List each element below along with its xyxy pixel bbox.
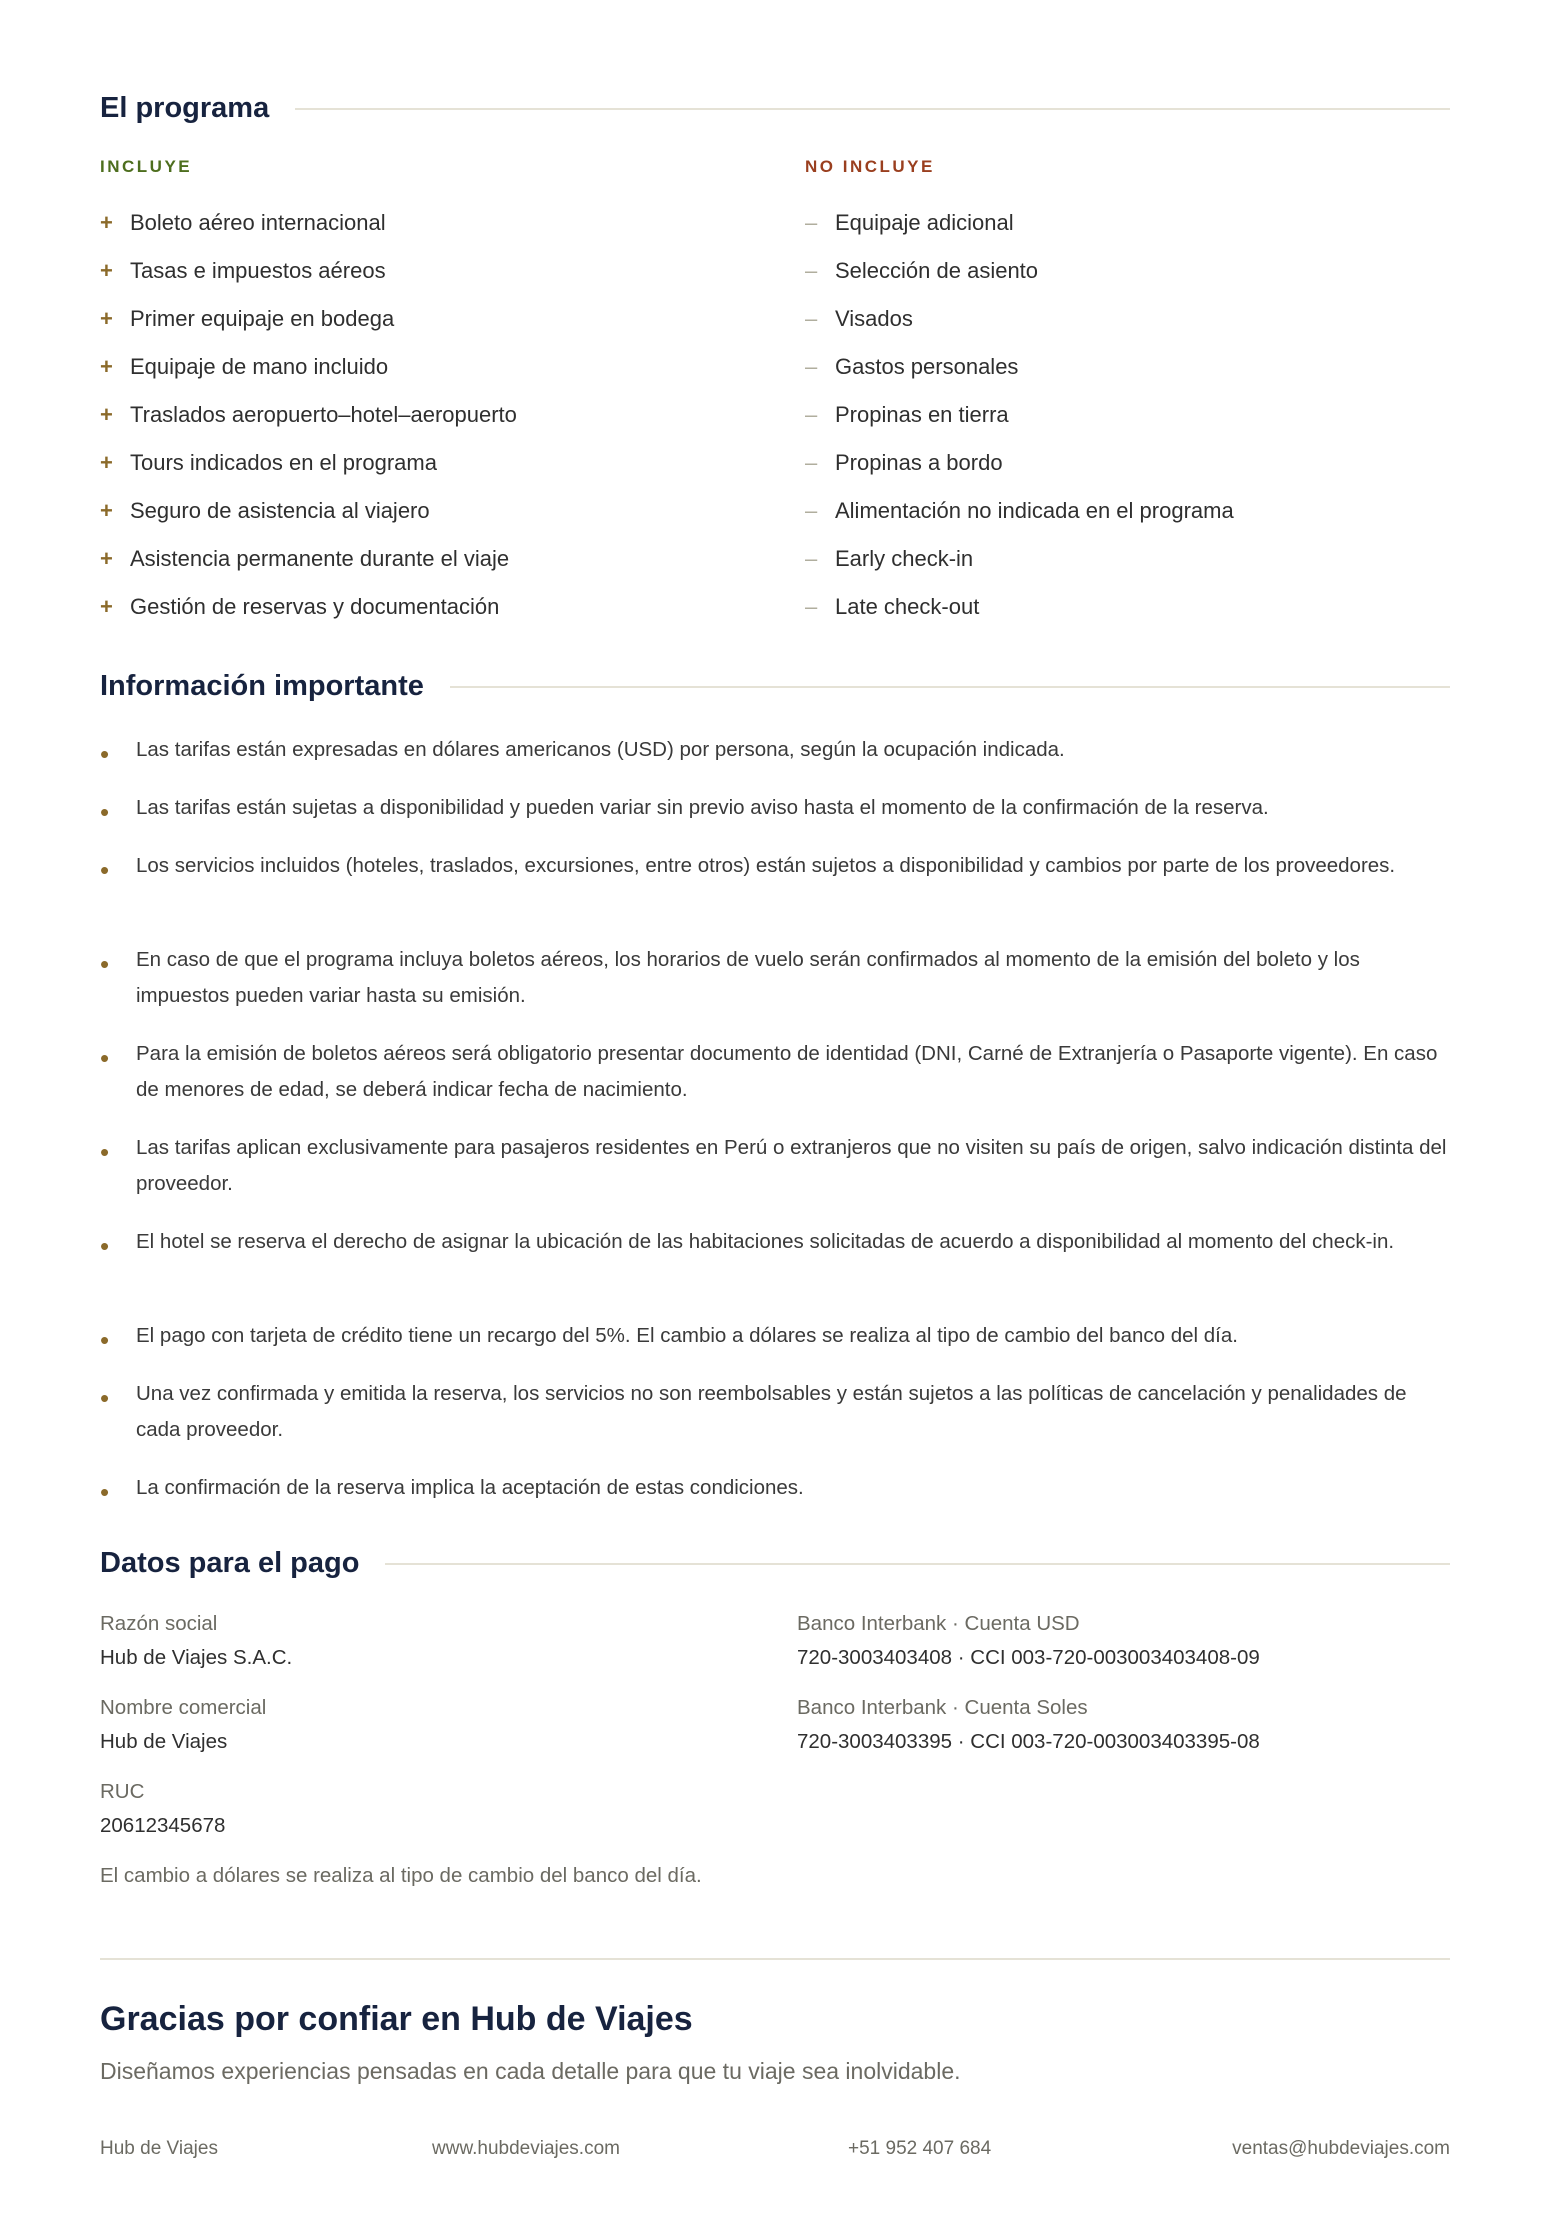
info-header	[100, 670, 1450, 703]
programa-title: El programa	[100, 92, 270, 124]
list-item: • En caso de que el programa incluya boletos aéreos, los horarios de vuelo serán confirmados al momento de la emisión del boleto y los impuestos pueden variar hasta su emisión.	[100, 942, 1450, 1014]
section-divider	[450, 686, 1450, 688]
bullet-icon: •	[100, 1477, 110, 1507]
ruc-value: 20612345678	[100, 1814, 226, 1837]
list-item: – Gastos personales	[805, 354, 1019, 379]
bullet-icon: •	[100, 1383, 110, 1413]
footer-email-link[interactable]: ventas@hubdeviajes.com	[1232, 2138, 1450, 2159]
list-item: – Equipaje adicional	[805, 210, 1014, 235]
list-item: + Primer equipaje en bodega	[100, 306, 395, 331]
plus-icon: +	[100, 354, 113, 379]
usd-account-label: Banco Interbank · Cuenta USD	[797, 1612, 1080, 1635]
list-item: – Late check-out	[805, 594, 980, 619]
list-item: • El hotel se reserva el derecho de asignar la ubicación de las habitaciones solicitadas de acuerdo a disponibilidad al momento del check-in.	[100, 1224, 1450, 1268]
bullet-icon: •	[100, 797, 110, 827]
plus-icon: +	[100, 210, 113, 235]
razon-social-label: Razón social	[100, 1612, 218, 1635]
list-item: • La confirmación de la reserva implica la aceptación de estas condiciones.	[100, 1470, 1450, 1514]
dash-icon: –	[805, 594, 818, 619]
list-item: – Propinas en tierra	[805, 402, 1009, 427]
payment-title: Datos para el pago	[100, 1547, 360, 1579]
bullet-icon: •	[100, 1325, 110, 1355]
dash-icon: –	[805, 402, 818, 427]
dash-icon: –	[805, 210, 818, 235]
list-item: • Para la emisión de boletos aéreos será obligatorio presentar documento de identidad (DNI, Carné de Extranjería o Pasaporte vigente). En caso de menores de edad, se deberá indicar fecha de nacimiento.	[100, 1036, 1450, 1108]
list-item: • Una vez confirmada y emitida la reserva, los servicios no son reembolsables y están sujetos a las políticas de cancelación y penalidades de cada proveedor.	[100, 1376, 1450, 1448]
payment-header	[100, 1547, 1450, 1580]
list-item: – Propinas a bordo	[805, 450, 1003, 475]
list-item: + Seguro de asistencia al viajero	[100, 498, 430, 523]
dash-icon: –	[805, 258, 818, 283]
list-item: + Equipaje de mano incluido	[100, 354, 389, 379]
footer-divider	[100, 1958, 1450, 1960]
bullet-icon: •	[100, 855, 110, 885]
thanks-title: Gracias por confiar en Hub de Viajes	[100, 2000, 693, 2038]
bullet-icon: •	[100, 1043, 110, 1073]
includes-label: INCLUYE	[100, 157, 193, 176]
plus-icon: +	[100, 594, 113, 619]
list-item: – Visados	[805, 306, 913, 331]
footer-phone[interactable]: +51 952 407 684	[848, 2138, 992, 2159]
list-item: + Tours indicados en el programa	[100, 450, 437, 475]
programa-header	[100, 92, 1450, 125]
payment-note: El cambio a dólares se realiza al tipo de cambio del banco del día.	[100, 1864, 702, 1887]
section-divider	[295, 108, 1450, 110]
plus-icon: +	[100, 258, 113, 283]
thanks-subtitle: Diseñamos experiencias pensadas en cada detalle para que tu viaje sea inolvidable.	[100, 2058, 961, 2084]
bullet-icon: •	[100, 1137, 110, 1167]
list-item: • Las tarifas están sujetas a disponibilidad y pueden variar sin previo aviso hasta el momento de la confirmación de la reserva.	[100, 790, 1450, 834]
ruc-label: RUC	[100, 1780, 145, 1803]
list-item: + Gestión de reservas y documentación	[100, 594, 500, 619]
bullet-icon: •	[100, 1231, 110, 1261]
list-item: • Las tarifas aplican exclusivamente para pasajeros residentes en Perú o extranjeros que no visiten su país de origen, salvo indicación distinta del proveedor.	[100, 1130, 1450, 1202]
list-item: • Las tarifas están expresadas en dólares americanos (USD) por persona, según la ocupación indicada.	[100, 732, 1450, 776]
nombre-comercial-label: Nombre comercial	[100, 1696, 267, 1719]
plus-icon: +	[100, 450, 113, 475]
excludes-label: NO INCLUYE	[805, 157, 935, 176]
list-item: + Asistencia permanente durante el viaje	[100, 546, 510, 571]
usd-account-value: 720-3003403408 · CCI 003-720-003003403408-09	[797, 1646, 1260, 1669]
list-item: • El pago con tarjeta de crédito tiene un recargo del 5%. El cambio a dólares se realiza al tipo de cambio del banco del día.	[100, 1318, 1450, 1362]
list-item: + Traslados aeropuerto–hotel–aeropuerto	[100, 402, 517, 427]
footer-company: Hub de Viajes	[100, 2138, 218, 2159]
dash-icon: –	[805, 306, 818, 331]
nombre-comercial-value: Hub de Viajes	[100, 1730, 228, 1753]
list-item: – Early check-in	[805, 546, 974, 571]
plus-icon: +	[100, 546, 113, 571]
plus-icon: +	[100, 402, 113, 427]
dash-icon: –	[805, 450, 818, 475]
pen-account-label: Banco Interbank · Cuenta Soles	[797, 1696, 1088, 1719]
list-item: + Tasas e impuestos aéreos	[100, 258, 386, 283]
bullet-icon: •	[100, 949, 110, 979]
section-divider	[385, 1563, 1450, 1565]
includes-list	[100, 199, 780, 631]
list-item: • Los servicios incluidos (hoteles, traslados, excursiones, entre otros) están sujetos a disponibilidad y cambios por parte de los proveedores.	[100, 848, 1450, 892]
razon-social-value: Hub de Viajes S.A.C.	[100, 1646, 293, 1669]
list-item: – Alimentación no indicada en el programa	[805, 498, 1234, 523]
plus-icon: +	[100, 306, 113, 331]
info-title: Información importante	[100, 670, 424, 702]
footer-website-link[interactable]: www.hubdeviajes.com	[432, 2138, 620, 2159]
bullet-icon: •	[100, 739, 110, 769]
pen-account-value: 720-3003403395 · CCI 003-720-003003403395-08	[797, 1730, 1260, 1753]
dash-icon: –	[805, 546, 818, 571]
plus-icon: +	[100, 498, 113, 523]
list-item: + Boleto aéreo internacional	[100, 210, 386, 235]
excludes-list	[805, 199, 1450, 631]
dash-icon: –	[805, 354, 818, 379]
list-item: – Selección de asiento	[805, 258, 1039, 283]
dash-icon: –	[805, 498, 818, 523]
